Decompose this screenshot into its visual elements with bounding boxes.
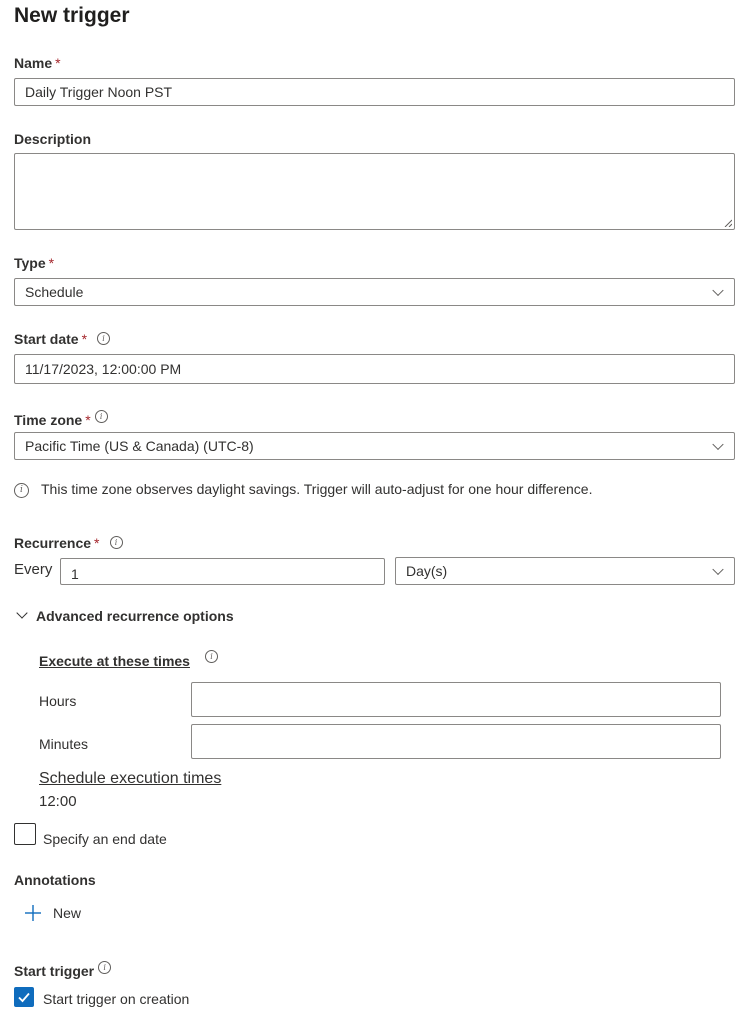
recurrence-label <box>14 535 123 551</box>
recurrence-label-text: Recurrence <box>14 535 92 551</box>
type-label-text: Type <box>14 255 46 271</box>
annotations-label: Annotations <box>14 872 96 888</box>
new-annotation-button[interactable] <box>24 904 81 922</box>
page-title: New trigger <box>14 4 130 27</box>
name-input[interactable] <box>14 78 735 106</box>
description-field-wrap <box>14 153 735 230</box>
checkmark-icon <box>14 987 34 1007</box>
start-date-label <box>14 331 110 347</box>
schedule-execution-time-value: 12:00 <box>39 793 77 810</box>
start-date-input[interactable] <box>14 354 735 384</box>
hours-input[interactable] <box>191 682 721 717</box>
type-select-value: Schedule <box>25 284 84 300</box>
info-icon[interactable]: i <box>95 410 108 423</box>
minutes-input[interactable] <box>191 724 721 759</box>
required-mark: * <box>55 55 61 71</box>
end-date-checkbox[interactable] <box>14 823 36 845</box>
schedule-execution-times-label: Schedule execution times <box>39 770 222 787</box>
info-icon[interactable]: i <box>97 332 110 345</box>
recurrence-unit-value: Day(s) <box>406 563 448 579</box>
end-date-label[interactable]: Specify an end date <box>43 831 167 847</box>
start-trigger-label <box>14 961 111 979</box>
recurrence-unit-select[interactable] <box>395 557 735 585</box>
time-zone-label <box>14 410 108 428</box>
required-mark: * <box>94 535 100 551</box>
advanced-recurrence-toggle[interactable] <box>14 608 234 624</box>
start-trigger-checkbox-label[interactable]: Start trigger on creation <box>43 991 190 1007</box>
daylight-savings-note <box>14 481 592 498</box>
name-label-text: Name <box>14 55 53 71</box>
new-annotation-label: New <box>53 905 82 921</box>
time-zone-label-text: Time zone <box>14 412 83 428</box>
info-icon[interactable]: i <box>98 961 111 974</box>
time-zone-select-value: Pacific Time (US & Canada) (UTC-8) <box>25 438 254 454</box>
required-mark: * <box>85 412 91 428</box>
time-zone-select[interactable] <box>14 432 735 460</box>
required-mark: * <box>48 255 55 271</box>
type-select[interactable] <box>14 278 735 306</box>
daylight-savings-note-text: This time zone observes daylight savings. Trigger will auto-adjust for one hour difference. <box>41 481 593 497</box>
chevron-down-icon <box>712 564 723 575</box>
chevron-down-icon <box>712 439 723 450</box>
start-trigger-checkbox[interactable] <box>14 987 34 1007</box>
type-label <box>14 255 54 271</box>
recurrence-every-label: Every <box>14 561 53 578</box>
required-mark: * <box>81 331 88 347</box>
description-input[interactable] <box>14 153 735 230</box>
description-label: Description <box>14 131 92 147</box>
plus-icon <box>24 904 42 922</box>
resize-grip-icon[interactable] <box>724 219 732 227</box>
info-icon: i <box>14 483 29 498</box>
advanced-recurrence-label: Advanced recurrence options <box>36 608 234 624</box>
chevron-down-icon <box>16 607 27 618</box>
chevron-down-icon <box>712 285 723 296</box>
start-date-label-text: Start date <box>14 331 79 347</box>
minutes-label: Minutes <box>39 736 89 752</box>
info-icon[interactable]: i <box>205 650 218 663</box>
hours-label: Hours <box>39 693 77 709</box>
execute-times-label: Execute at these times <box>39 653 190 669</box>
info-icon[interactable]: i <box>110 536 123 549</box>
recurrence-interval-input[interactable] <box>60 558 385 585</box>
name-label <box>14 55 61 71</box>
start-trigger-label-text: Start trigger <box>14 963 95 979</box>
